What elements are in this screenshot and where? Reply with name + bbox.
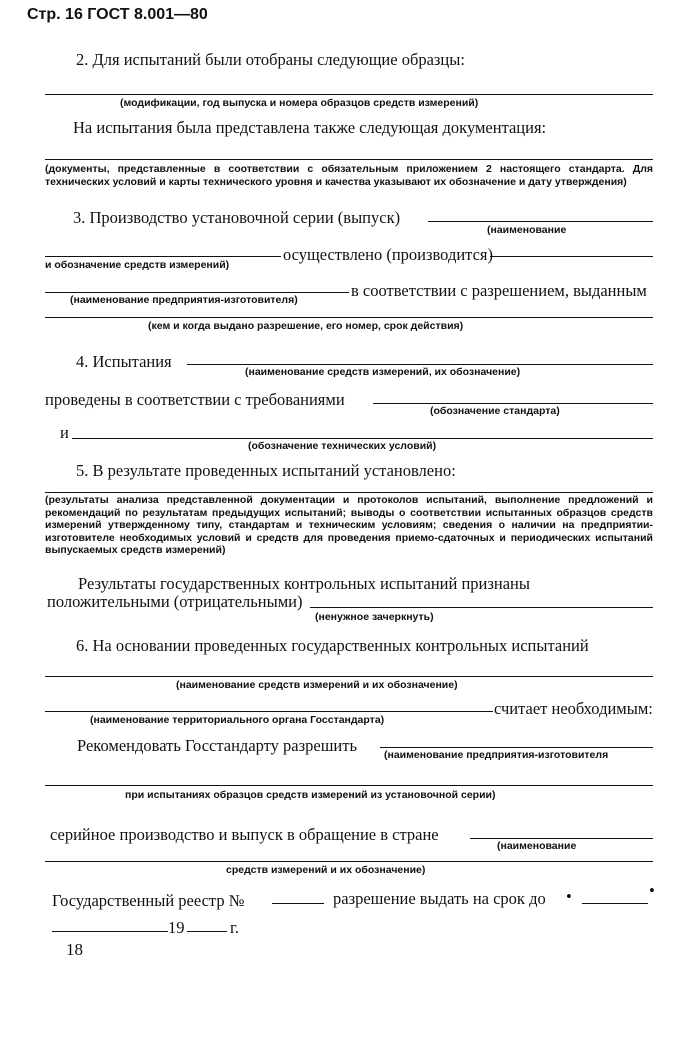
caption: (обозначение технических условий) [248, 440, 437, 452]
fill-line [45, 159, 653, 160]
permission-text: в соответствии с разрешением, выданным [351, 281, 647, 300]
doc-caption: (документы, представленные в соответствии с обязательным приложением 2 настоящего стандарта. Для технических условий и карты технического уровня и качества указывают их обозначение и дату утверждения) [45, 163, 653, 188]
considers-text: считает необходимым: [494, 699, 653, 718]
caption: (наименование средств измерений и их обозначение) [176, 679, 458, 691]
caption: (наименование предприятия-изготовителя [384, 749, 609, 761]
caption: при испытаниях образцов средств измерений из установочной серии) [125, 789, 496, 801]
fill-line [310, 607, 653, 608]
fill-line [45, 492, 653, 493]
caption: средств измерений и их обозначение) [226, 864, 426, 876]
recommend-text: Рекомендовать Госстандарту разрешить [77, 736, 357, 755]
dot: • [649, 881, 655, 900]
caption: (наименование [487, 224, 567, 236]
implemented-text: осуществлено (производится) [283, 245, 493, 264]
caption: (кем и когда выдано разрешение, его номер, срок действия) [148, 320, 464, 332]
year-prefix: 19 [168, 918, 185, 937]
recognized-line-1: Результаты государственных контрольных испытаний признаны [78, 574, 530, 593]
section-3-title: 3. Производство установочной серии (выпуск) [73, 208, 401, 227]
caption: (модификации, год выпуска и номера образцов средств измерений) [120, 97, 479, 109]
fill-line [187, 364, 653, 365]
fill-line [187, 931, 227, 932]
conducted-text: проведены в соответствии с требованиями [45, 390, 345, 409]
fill-line [272, 903, 324, 904]
fill-line [45, 785, 653, 786]
section-5-title: 5. В результате проведенных испытаний установлено: [76, 461, 456, 480]
fill-line [470, 838, 653, 839]
caption: (наименование территориального органа Госстандарта) [90, 714, 385, 726]
page-header: Стр. 16 ГОСТ 8.001—80 [27, 6, 208, 23]
caption: (ненужное зачеркнуть) [315, 611, 434, 623]
fill-line [45, 94, 653, 95]
caption: (наименование [497, 840, 577, 852]
doc-text: На испытания была представлена также следующая документация: [73, 118, 547, 137]
recognized-line-2: положительными (отрицательными) [47, 592, 303, 611]
fill-line [45, 317, 653, 318]
section-4-title: 4. Испытания [76, 352, 172, 371]
section-6-title: 6. На основании проведенных государственных контрольных испытаний [76, 636, 589, 655]
fill-line [45, 676, 653, 677]
fill-line [45, 861, 653, 862]
section-2-title: 2. Для испытаний были отобраны следующие образцы: [76, 50, 465, 69]
fill-line [380, 747, 653, 748]
fill-line [428, 221, 653, 222]
fill-line [490, 256, 653, 257]
serial-text: серийное производство и выпуск в обращение в стране [50, 825, 439, 844]
permit-term-text: разрешение выдать на срок до [333, 889, 546, 908]
fill-line [52, 931, 168, 932]
fill-line [45, 292, 349, 293]
year-suffix: г. [230, 918, 240, 937]
fill-line [72, 438, 653, 439]
fill-line [45, 256, 281, 257]
caption: (наименование средств измерений, их обозначение) [245, 366, 521, 378]
caption: и обозначение средств измерений) [45, 259, 230, 271]
results-caption: (результаты анализа представленной документации и протоколов испытаний, выполнение предложений и рекомендаций по результатам предыдущих испытаний; выводы о соответствии испытанных образцов средств измерений утвержденному типу, стандартам и техническим условиям; сведения о наличии на предприятии-изготовителе необходимых условий и средств для проведения приемо-сдаточных и периодических испытаний выпускаемых средств измерений) [45, 494, 653, 556]
fill-line [373, 403, 653, 404]
caption: (обозначение стандарта) [430, 405, 560, 417]
fill-line [45, 711, 493, 712]
fill-line [582, 903, 648, 904]
caption: (наименование предприятия-изготовителя) [70, 294, 298, 306]
registry-text: Государственный реестр № [52, 891, 245, 910]
and-text: и [60, 423, 69, 442]
page-number: 18 [66, 940, 83, 959]
dot: • [566, 887, 572, 906]
